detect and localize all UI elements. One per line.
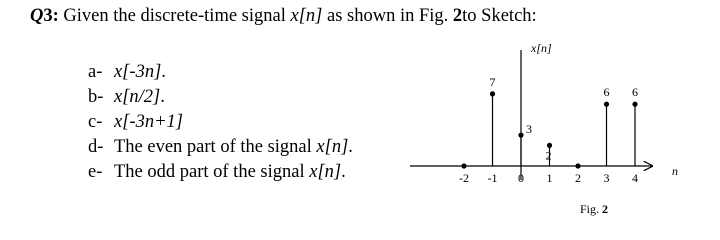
question-text-middle: as shown in Fig. (322, 6, 453, 26)
x-tick-label: -2 (459, 171, 469, 185)
task-suffix: . (341, 162, 346, 182)
question-number-letter: Q (30, 6, 44, 26)
figure-caption-word: Fig. (580, 202, 603, 216)
stem-point (518, 133, 523, 138)
task-expression: x[-3n+1] (114, 112, 184, 132)
y-axis-label: x[n] (531, 41, 552, 55)
question-number-digit: 3 (43, 6, 53, 26)
x-tick-label: 2 (575, 171, 581, 185)
question-signal: x[n] (290, 6, 323, 26)
task-letter: a- (88, 62, 103, 82)
stem-point (604, 102, 609, 107)
x-tick-label: -1 (487, 171, 498, 185)
x-axis-label: n (672, 164, 678, 178)
question-fig-ref: 2 (452, 6, 463, 26)
task-prefix: The odd part of the signal (114, 162, 310, 182)
task-suffix: . (161, 62, 166, 82)
data-value-label: 7 (489, 74, 496, 89)
x-tick-label: 0 (518, 171, 524, 185)
task-suffix: . (160, 87, 165, 107)
x-tick-label: 3 (603, 171, 610, 185)
task-expression: x[n/2] (114, 87, 161, 107)
stem-point (547, 143, 552, 148)
task-expression: x[n] (316, 137, 349, 157)
stem-point (461, 163, 466, 168)
task-prefix: The even part of the signal (114, 137, 317, 157)
data-value-label: 6 (632, 85, 638, 100)
task-letter: e- (88, 162, 103, 182)
task-letter: d- (88, 137, 104, 157)
figure-caption (580, 202, 608, 217)
x-tick-label: 4 (632, 171, 638, 185)
data-value-label: 6 (603, 85, 610, 100)
data-value-label: 2 (545, 148, 552, 163)
task-expression: x[n] (309, 162, 342, 182)
task-suffix: . (348, 137, 353, 157)
figure-caption-number: 2 (602, 202, 609, 216)
data-value-label: 3 (526, 122, 532, 137)
stem-point (575, 163, 580, 168)
task-expression: x[-3n] (114, 62, 162, 82)
stem-point (632, 102, 637, 107)
question-text-after: to Sketch: (462, 6, 537, 26)
stem-point (490, 91, 495, 96)
task-letter: c- (88, 112, 103, 132)
question-text-before: Given the discrete-time signal (58, 6, 291, 26)
task-letter: b- (88, 87, 104, 107)
x-tick-label: 1 (546, 171, 553, 185)
question-colon: : (52, 6, 59, 26)
